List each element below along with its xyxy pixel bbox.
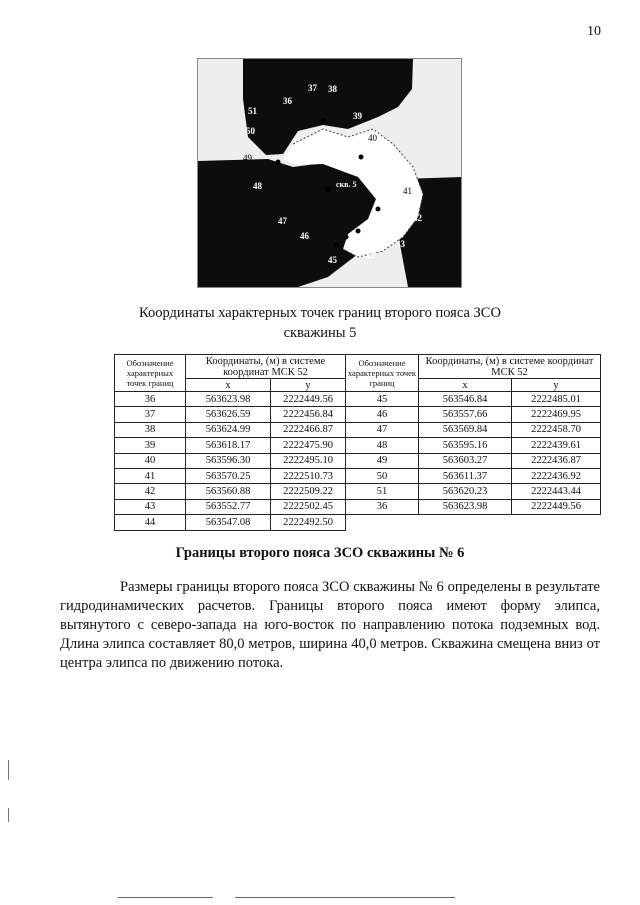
point-label: 46: [300, 231, 309, 241]
point-cell: 38: [115, 422, 186, 437]
point-cell: 46: [346, 407, 419, 422]
x-cell: 563618.17: [186, 438, 271, 453]
point-label: 44: [366, 251, 375, 261]
boundary-point: [344, 235, 349, 240]
scan-artifact: [8, 760, 9, 780]
y-cell: 2222456.84: [271, 407, 346, 422]
y-cell: 2222495.10: [271, 453, 346, 468]
y-cell: 2222449.56: [512, 499, 601, 514]
point-label: 45: [328, 255, 337, 265]
x-cell: 563570.25: [186, 468, 271, 483]
point-label: 40: [368, 133, 377, 143]
point-cell: 39: [115, 438, 186, 453]
point-label: 47: [278, 216, 287, 226]
boundary-point: [376, 207, 381, 212]
point-label: 42: [413, 213, 422, 223]
caption-line-1: Координаты характерных точек границ второго пояса ЗСО: [139, 305, 501, 321]
footer-line: [118, 897, 213, 898]
y-cell: 2222458.70: [512, 422, 601, 437]
point-cell: 42: [115, 484, 186, 499]
caption-line-2: скважины 5: [283, 325, 357, 341]
point-cell: 37: [115, 407, 186, 422]
empty-cell: [419, 515, 512, 530]
x-cell: 563569.84: [419, 422, 512, 437]
coords-column-header: Координаты, (м) в системе координат МСК 52: [186, 355, 346, 379]
empty-cell: [346, 515, 419, 530]
boundary-point: [356, 229, 361, 234]
point-label: 49: [243, 153, 252, 163]
point-cell: 41: [115, 468, 186, 483]
x-cell: 563623.98: [419, 499, 512, 514]
point-label: 51: [248, 106, 257, 116]
boundary-map-svg: [198, 59, 461, 287]
x-cell: 563560.88: [186, 484, 271, 499]
x-cell: 563620.23: [419, 484, 512, 499]
y-cell: 2222485.01: [512, 392, 601, 407]
coordinates-table: [114, 354, 601, 531]
empty-cell: [512, 515, 601, 530]
point-label: 43: [396, 239, 405, 249]
point-column-header: Обозначение характерных точек границ: [346, 355, 419, 392]
y-cell: 2222469.95: [512, 407, 601, 422]
table-row: [115, 484, 601, 499]
table-row: [115, 422, 601, 437]
footer-line: [235, 897, 455, 898]
y-cell: 2222466.87: [271, 422, 346, 437]
boundary-point: [276, 160, 281, 165]
boundary-point: [334, 243, 339, 248]
point-cell: 48: [346, 438, 419, 453]
point-cell: 47: [346, 422, 419, 437]
x-cell: 563626.59: [186, 407, 271, 422]
point-cell: 49: [346, 453, 419, 468]
y-cell: 2222449.56: [271, 392, 346, 407]
y-header: y: [271, 379, 346, 392]
x-cell: 563596.30: [186, 453, 271, 468]
point-cell: 40: [115, 453, 186, 468]
y-cell: 2222436.87: [512, 453, 601, 468]
x-cell: 563624.99: [186, 422, 271, 437]
point-cell: 36: [346, 499, 419, 514]
point-label: 37: [308, 83, 317, 93]
point-cell: 44: [115, 515, 186, 530]
y-cell: 2222502.45: [271, 499, 346, 514]
point-column-header: Обозначение характерных точек границ: [115, 355, 186, 392]
point-cell: 43: [115, 499, 186, 514]
point-label: 50: [246, 126, 255, 136]
boundary-point: [359, 155, 364, 160]
y-cell: 2222492.50: [271, 515, 346, 530]
y-cell: 2222475.90: [271, 438, 346, 453]
x-cell: 563547.08: [186, 515, 271, 530]
point-label: 38: [328, 84, 337, 94]
x-cell: 563557.66: [419, 407, 512, 422]
table-row: [115, 392, 601, 407]
y-cell: 2222439.61: [512, 438, 601, 453]
point-label: 41: [403, 186, 412, 196]
table-row: [115, 453, 601, 468]
point-label: 36: [283, 96, 292, 106]
boundary-map-figure: [197, 58, 462, 288]
section-heading: Границы второго пояса ЗСО скважины № 6: [175, 545, 465, 561]
boundary-point: [321, 119, 326, 124]
table-row: [115, 438, 601, 453]
x-header: x: [186, 379, 271, 392]
well-marker: [325, 186, 331, 192]
point-cell: 50: [346, 468, 419, 483]
x-header: x: [419, 379, 512, 392]
table-row: [115, 468, 601, 483]
y-cell: 2222443.44: [512, 484, 601, 499]
table-row: [115, 515, 601, 530]
point-cell: 36: [115, 392, 186, 407]
table-row: [115, 499, 601, 514]
well-label: скв. 5: [336, 180, 357, 189]
y-cell: 2222509.22: [271, 484, 346, 499]
x-cell: 563611.37: [419, 468, 512, 483]
coords-column-header: Координаты, (м) в системе координат МСК 52: [419, 355, 601, 379]
point-cell: 45: [346, 392, 419, 407]
table-row: [115, 407, 601, 422]
point-label: 39: [353, 111, 362, 121]
x-cell: 563595.16: [419, 438, 512, 453]
x-cell: 563603.27: [419, 453, 512, 468]
y-cell: 2222510.73: [271, 468, 346, 483]
x-cell: 563623.98: [186, 392, 271, 407]
y-header: y: [512, 379, 601, 392]
point-label: 48: [253, 181, 262, 191]
page-number: 10: [587, 24, 601, 39]
y-cell: 2222436.92: [512, 468, 601, 483]
x-cell: 563552.77: [186, 499, 271, 514]
table-caption: [100, 303, 540, 343]
body-paragraph: Размеры границы второго пояса ЗСО скважины № 6 определены в результате гидродинамических расчетов. Границы второго пояса имеют форму элипса, вытянутого с северо-запада на юго-восток по направлению потока подземных вод. Длина элипса составляет 80,0 метров, ширина 40,0 метров. Скважина смещена вниз от центра элипса по движению потока.: [60, 579, 600, 671]
x-cell: 563546.84: [419, 392, 512, 407]
point-cell: 51: [346, 484, 419, 499]
scan-artifact: [8, 808, 9, 822]
